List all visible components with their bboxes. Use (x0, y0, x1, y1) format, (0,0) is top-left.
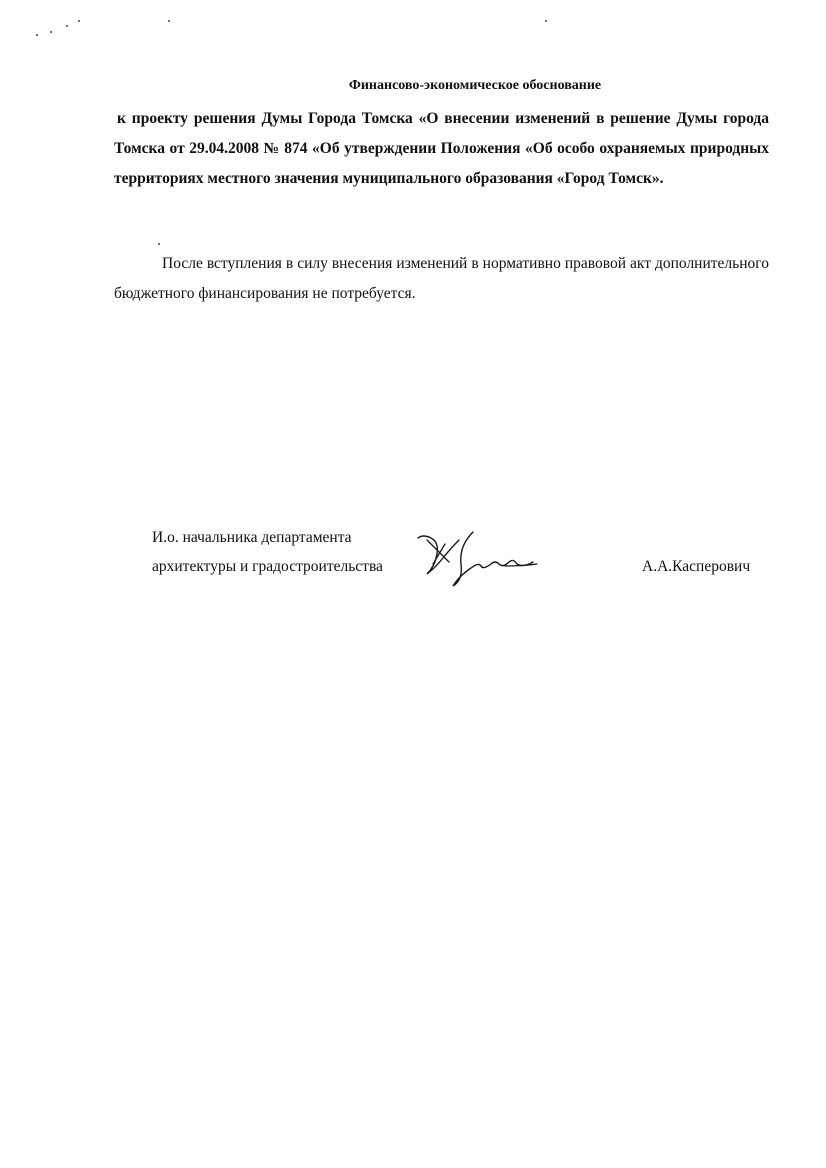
document-subtitle: к проекту решения Думы Города Томска «О внесении изменений в решение Думы города Томска от 29.04.2008 № 874 «Об утверждении Положения «Об особо охраняемых природных территориях местного значения муниципального образования «Город Томск». (114, 110, 769, 187)
document-body: После вступления в силу внесения изменений в нормативно правовой акт дополнительного бюджетного финансирования не потребуется. (114, 255, 769, 302)
handwritten-signature (415, 528, 545, 590)
scan-speck (36, 34, 38, 36)
signatory-position-line2: архитектуры и градостроительства (152, 558, 383, 575)
scan-speck (50, 31, 52, 33)
signatory-name: А.А.Касперович (642, 558, 751, 575)
document-title: Финансово-экономическое обоснование (348, 78, 602, 93)
scan-speck (66, 25, 68, 27)
signatory-position-line1: И.о. начальника департамента (152, 529, 352, 546)
scan-speck (158, 243, 160, 245)
scan-speck (545, 20, 547, 22)
scan-speck (168, 20, 170, 22)
scan-speck (78, 20, 80, 22)
